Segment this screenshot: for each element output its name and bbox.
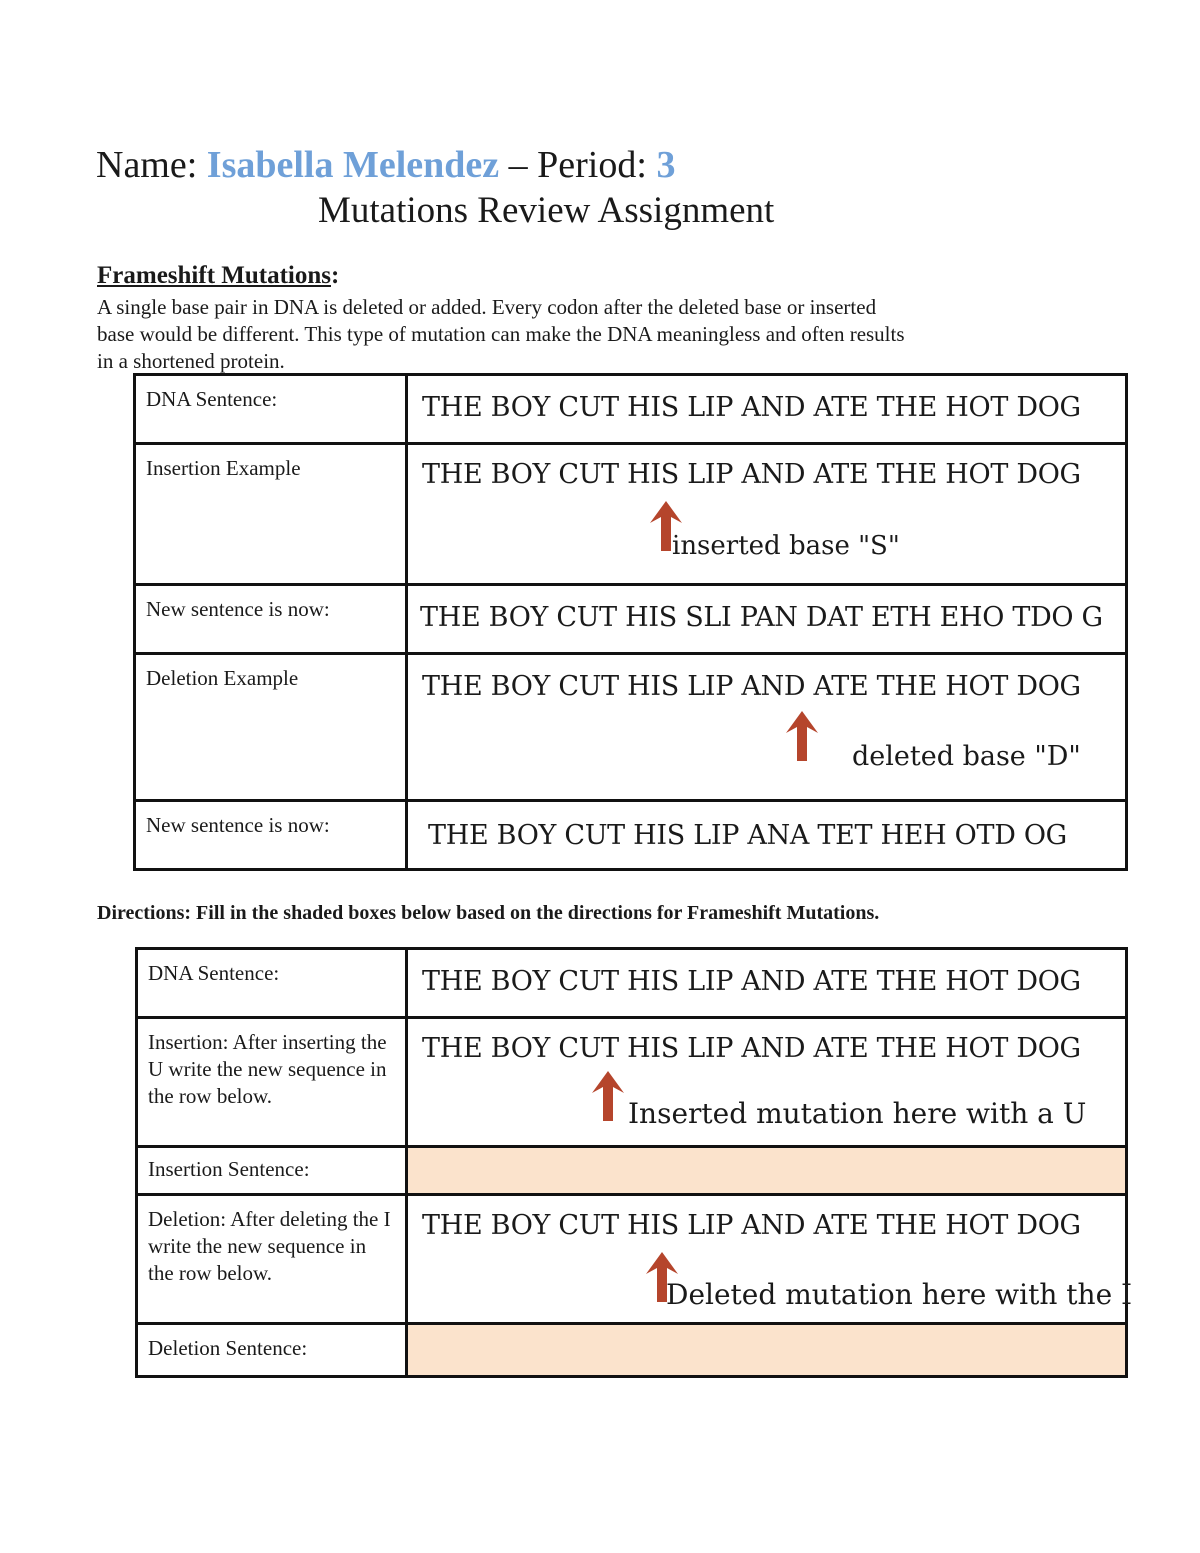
arrow-up-icon <box>588 1067 628 1123</box>
row-label: Insertion: After inserting the U write the new sequence in the row below. <box>137 1018 407 1147</box>
row-label: Deletion: After deleting the I write the new sequence in the row below. <box>137 1195 407 1324</box>
intro-line: base would be different. This type of mutation can make the DNA meaningless and often results <box>97 322 905 346</box>
deletion-sentence-answer[interactable] <box>407 1324 1127 1377</box>
period-value: 3 <box>656 144 676 186</box>
deletion-prompt-cell <box>407 1195 1133 1324</box>
insertion-example-cell <box>407 444 1127 585</box>
table-row <box>137 1195 1127 1324</box>
new-sentence-cell <box>407 585 1127 654</box>
table-row <box>137 1018 1127 1147</box>
deletion-prompt-sentence: THE BOY CUT HIS LIP AND ATE THE HOT DOG <box>422 1210 1081 1241</box>
table-row <box>135 444 1127 585</box>
insertion-prompt-cell <box>407 1018 1127 1147</box>
name-line <box>96 140 675 190</box>
directions-text: Directions: Fill in the shaded boxes below based on the directions for Frameshift Mutations. <box>97 902 880 924</box>
row-label: New sentence is now: <box>135 801 407 870</box>
example-table <box>133 373 1128 871</box>
row-label: Insertion Example <box>135 444 407 585</box>
row-label: New sentence is now: <box>135 585 407 654</box>
section-heading-suffix: : <box>331 262 340 289</box>
page-title: Mutations Review Assignment <box>318 190 775 231</box>
row-label: DNA Sentence: <box>135 375 407 444</box>
arrow-up-icon <box>782 707 822 763</box>
table-row <box>135 375 1127 444</box>
deletion-prompt-annotation: Deleted mutation here with the I <box>666 1278 1133 1311</box>
dna-sentence: THE BOY CUT HIS LIP AND ATE THE HOT DOG <box>422 392 1081 423</box>
intro-line: A single base pair in DNA is deleted or added. Every codon after the deleted base or inserted <box>97 295 877 319</box>
insertion-prompt-sentence: THE BOY CUT HIS LIP AND ATE THE HOT DOG <box>422 1033 1081 1064</box>
section-heading-text: Frameshift Mutations <box>97 262 331 289</box>
name-label: Name: <box>96 144 207 186</box>
new-sentence-cell <box>407 801 1127 870</box>
intro-line: in a shortened protein. <box>97 349 285 373</box>
deletion-result-sentence: THE BOY CUT HIS LIP ANA TET HEH OTD OG <box>428 820 1067 851</box>
student-name: Isabella Melendez <box>206 144 500 186</box>
table-row <box>137 949 1127 1018</box>
dna-sentence-cell <box>407 375 1127 444</box>
row-label: Deletion Example <box>135 654 407 801</box>
table-row <box>137 1147 1127 1195</box>
insertion-annotation: inserted base "S" <box>672 531 900 561</box>
dna-sentence: THE BOY CUT HIS LIP AND ATE THE HOT DOG <box>422 966 1081 997</box>
table-row <box>135 654 1127 801</box>
insertion-result-sentence: THE BOY CUT HIS SLI PAN DAT ETH EHO TDO G <box>420 602 1103 633</box>
period-label: – Period: <box>499 144 657 186</box>
insertion-prompt-annotation: Inserted mutation here with a U <box>628 1097 1087 1130</box>
dna-sentence-cell <box>407 949 1127 1018</box>
row-label: DNA Sentence: <box>137 949 407 1018</box>
insertion-example-sentence: THE BOY CUT HIS LIP AND ATE THE HOT DOG <box>422 459 1081 490</box>
row-label: Insertion Sentence: <box>137 1147 407 1195</box>
intro-paragraph <box>97 294 1027 375</box>
table-row <box>135 801 1127 870</box>
exercise-table <box>135 947 1133 1378</box>
deletion-example-cell <box>407 654 1127 801</box>
deletion-example-sentence: THE BOY CUT HIS LIP AND ATE THE HOT DOG <box>422 671 1081 702</box>
deletion-annotation: deleted base "D" <box>852 741 1081 772</box>
row-label: Deletion Sentence: <box>137 1324 407 1377</box>
table-row <box>135 585 1127 654</box>
section-heading <box>97 260 339 292</box>
insertion-sentence-answer[interactable] <box>407 1147 1127 1195</box>
table-row <box>137 1324 1127 1377</box>
